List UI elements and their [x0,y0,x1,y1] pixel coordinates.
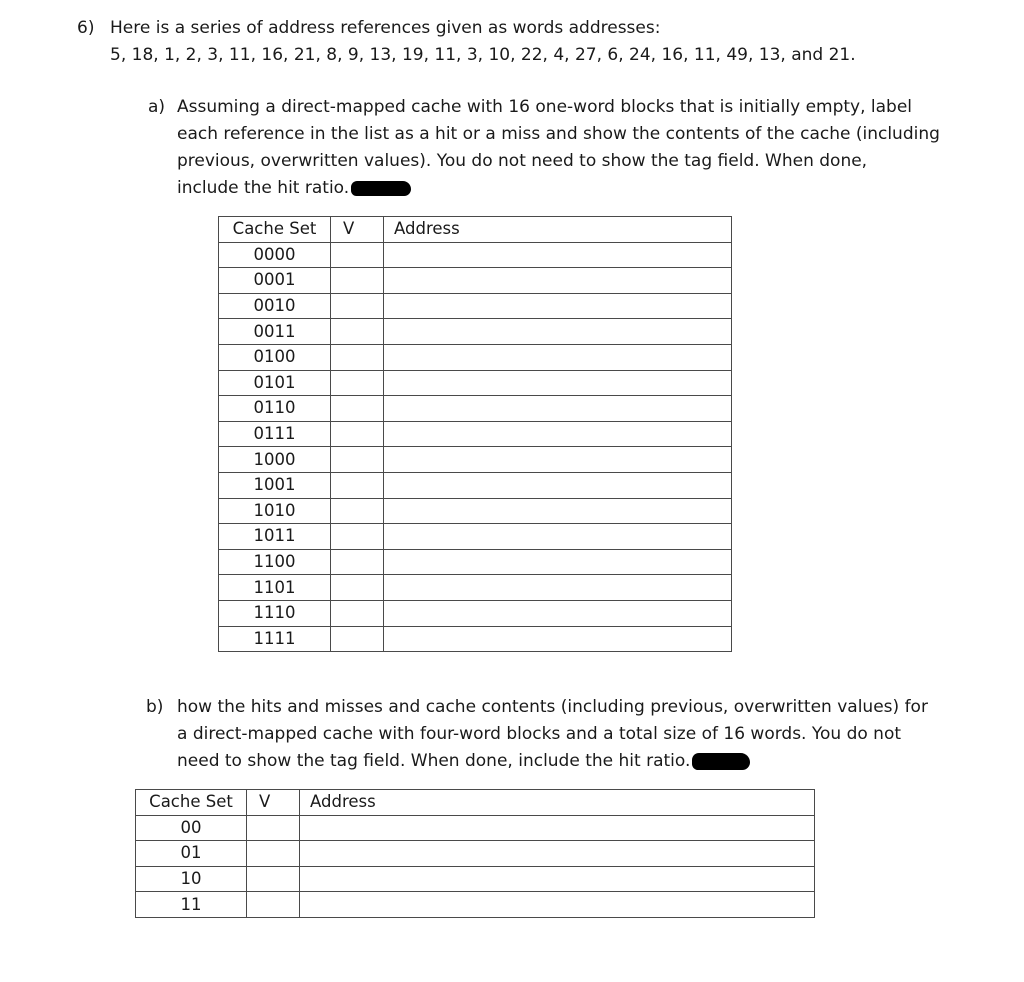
address-cell[interactable] [384,524,732,550]
address-cell[interactable] [384,447,732,473]
table-row [219,293,732,319]
cache-set-cell: 1010 [219,498,331,524]
part-b-text-line-2: a direct-mapped cache with four-word blocks and a total size of 16 words. You do not [177,724,902,744]
part-b-label: b) [146,697,164,717]
valid-cell[interactable] [247,866,300,892]
part-a-text-line-1: Assuming a direct-mapped cache with 16 one-word blocks that is initially empty, label [177,97,913,117]
part-a-text-line-4-text: include the hit ratio. [177,178,350,198]
table-row [219,472,732,498]
valid-cell[interactable] [331,472,384,498]
question-number: 6) [77,18,95,38]
cache-set-cell: 0010 [219,293,331,319]
cache-set-cell: 1100 [219,549,331,575]
valid-cell[interactable] [331,370,384,396]
part-b-text-line-3-text: need to show the tag field. When done, include the hit ratio. [177,751,691,771]
question-intro: Here is a series of address references given as words addresses: [110,18,661,38]
part-a-text-line-3: previous, overwritten values). You do not need to show the tag field. When done, [177,151,868,171]
valid-cell[interactable] [331,549,384,575]
table-row [219,447,732,473]
part-b-text-line-3 [177,751,750,771]
valid-cell[interactable] [247,815,300,841]
valid-cell[interactable] [331,421,384,447]
table-row [219,498,732,524]
valid-cell[interactable] [331,319,384,345]
valid-cell[interactable] [331,524,384,550]
address-reference-list: 5, 18, 1, 2, 3, 11, 16, 21, 8, 9, 13, 19, 11, 3, 10, 22, 4, 27, 6, 24, 16, 11, 49, 13, and 21. [110,45,856,65]
address-cell[interactable] [384,319,732,345]
address-cell[interactable] [384,344,732,370]
address-cell[interactable] [300,841,815,867]
table-row [219,242,732,268]
address-cell[interactable] [384,370,732,396]
cache-table-b [135,789,815,918]
header-cache-set: Cache Set [219,217,331,243]
address-cell[interactable] [384,575,732,601]
table-row [219,370,732,396]
cache-set-cell: 1001 [219,472,331,498]
table-row [136,866,815,892]
valid-cell[interactable] [331,498,384,524]
address-cell[interactable] [384,600,732,626]
cache-set-cell: 11 [136,892,247,918]
table-row [219,575,732,601]
address-cell[interactable] [384,498,732,524]
table-row [219,396,732,422]
table-row [136,892,815,918]
header-address: Address [384,217,732,243]
valid-cell[interactable] [331,242,384,268]
table-row [136,815,815,841]
valid-cell[interactable] [331,447,384,473]
redaction-mark [692,753,750,770]
header-cache-set: Cache Set [136,790,247,816]
cache-set-cell: 10 [136,866,247,892]
table-row [219,549,732,575]
cache-set-cell: 1111 [219,626,331,652]
cache-set-cell: 0110 [219,396,331,422]
address-cell[interactable] [384,396,732,422]
part-a-text-line-4 [177,178,411,198]
address-cell[interactable] [300,892,815,918]
table-row [219,600,732,626]
cache-set-cell: 1110 [219,600,331,626]
part-a-text-line-2: each reference in the list as a hit or a miss and show the contents of the cache (including [177,124,940,144]
cache-set-cell: 0100 [219,344,331,370]
address-cell[interactable] [384,549,732,575]
cache-set-cell: 1101 [219,575,331,601]
cache-set-cell: 0101 [219,370,331,396]
header-address: Address [300,790,815,816]
cache-set-cell: 1000 [219,447,331,473]
address-cell[interactable] [300,866,815,892]
cache-set-cell: 01 [136,841,247,867]
valid-cell[interactable] [331,600,384,626]
table-row [219,344,732,370]
table-row [219,524,732,550]
address-cell[interactable] [384,242,732,268]
address-cell[interactable] [384,472,732,498]
address-cell[interactable] [384,293,732,319]
valid-cell[interactable] [331,268,384,294]
cache-set-cell: 0111 [219,421,331,447]
valid-cell[interactable] [247,892,300,918]
address-cell[interactable] [300,815,815,841]
valid-cell[interactable] [331,575,384,601]
cache-set-cell: 0001 [219,268,331,294]
header-valid: V [247,790,300,816]
cache-set-cell: 00 [136,815,247,841]
cache-set-cell: 0000 [219,242,331,268]
valid-cell[interactable] [331,396,384,422]
valid-cell[interactable] [247,841,300,867]
cache-table-a [218,216,732,652]
valid-cell[interactable] [331,344,384,370]
valid-cell[interactable] [331,626,384,652]
cache-set-cell: 0011 [219,319,331,345]
address-cell[interactable] [384,421,732,447]
header-valid: V [331,217,384,243]
table-row [219,421,732,447]
part-a-label: a) [148,97,166,117]
valid-cell[interactable] [331,293,384,319]
address-cell[interactable] [384,626,732,652]
part-b-text-line-1: how the hits and misses and cache contents (including previous, overwritten values) for [177,697,928,717]
table-row [219,319,732,345]
address-cell[interactable] [384,268,732,294]
table-row [219,626,732,652]
table-row [219,268,732,294]
redaction-mark [351,181,411,196]
cache-set-cell: 1011 [219,524,331,550]
table-row [136,841,815,867]
